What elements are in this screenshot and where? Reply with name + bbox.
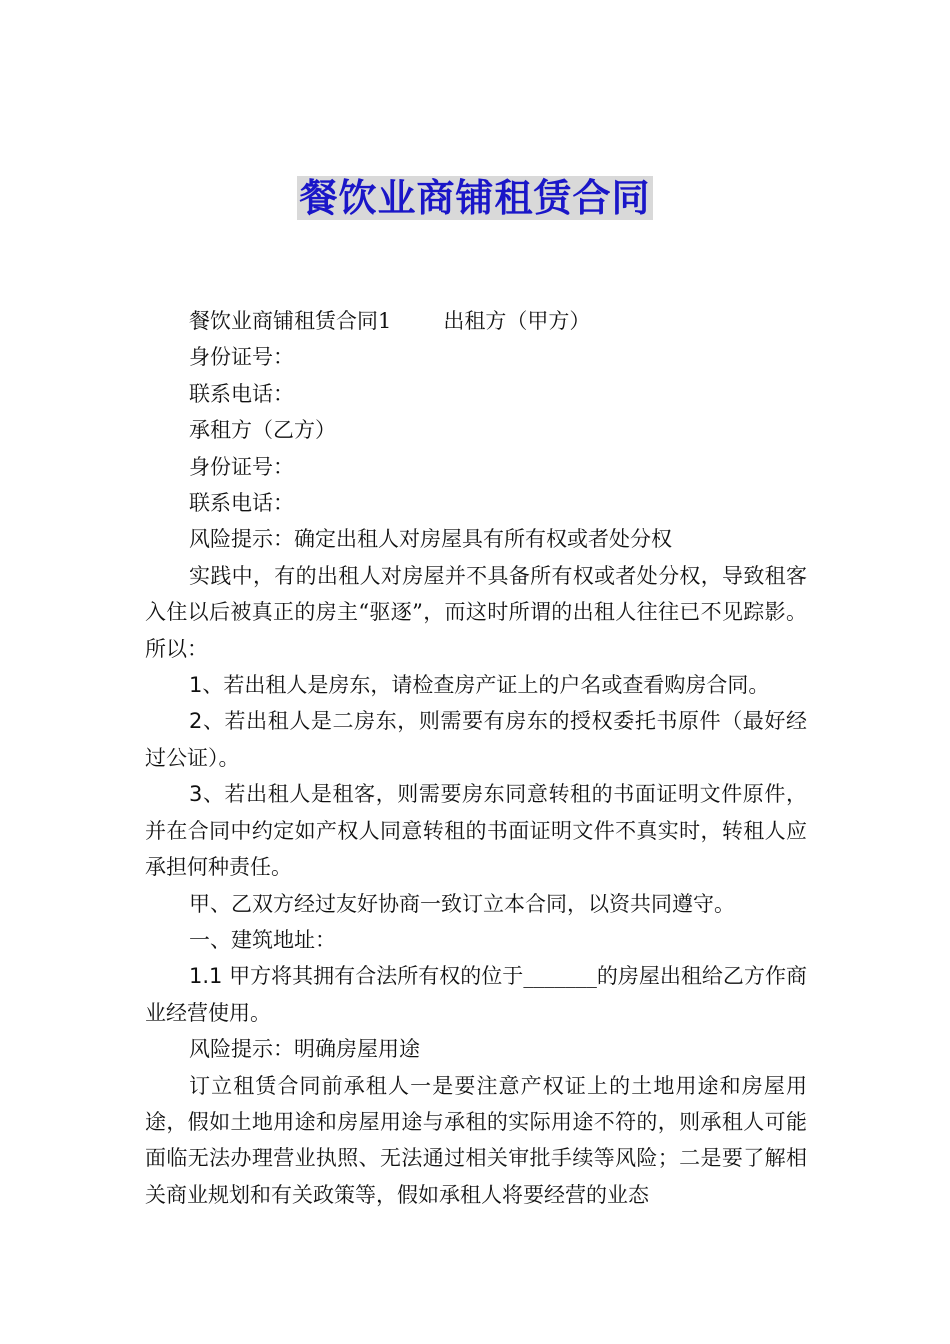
- paragraph-clause-1-1: 1.1 甲方将其拥有合法所有权的位于_______的房屋出租给乙方作商业经营使用。: [145, 964, 807, 1025]
- contract-number-label: 餐饮业商铺租赁合同1: [189, 309, 392, 333]
- paragraph-id-number-lessor: 身份证号：: [189, 345, 294, 370]
- paragraph-risk-ownership: 风险提示：确定出租人对房屋具有所有权或者处分权: [189, 527, 672, 552]
- paragraph-item-1: 1、若出租人是房东，请检查房产证上的户名或查看购房合同。: [189, 673, 770, 698]
- paragraph-lessee: 承租方（乙方）: [189, 418, 336, 443]
- paragraph-risk-usage: 风险提示：明确房屋用途: [189, 1037, 420, 1062]
- document-title: 餐饮业商铺租赁合同: [299, 176, 651, 220]
- paragraph-id-number-lessee: 身份证号：: [189, 454, 294, 479]
- section-heading-address: 一、建筑地址：: [189, 927, 336, 952]
- paragraph-practice: 实践中，有的出租人对房屋并不具备所有权或者处分权，导致租客入住以后被真正的房主“驱逐”，而这时所谓的出租人往往已不见踪影。所以：: [145, 563, 807, 661]
- paragraph-intro: [145, 303, 807, 339]
- lessor-label: 出租方（甲方）: [443, 309, 591, 333]
- paragraph-phone-lessee: 联系电话：: [189, 491, 294, 516]
- document-body: [145, 303, 807, 1213]
- title-container: [0, 176, 950, 220]
- paragraph-phone-lessor: 联系电话：: [189, 381, 294, 406]
- paragraph-item-2: 2、若出租人是二房东，则需要有房东的授权委托书原件（最好经过公证）。: [145, 709, 807, 770]
- paragraph-agreement: 甲、乙双方经过友好协商一致订立本合同，以资共同遵守。: [189, 891, 735, 916]
- paragraph-usage-detail: 订立租赁合同前承租人一是要注意产权证上的土地用途和房屋用途，假如土地用途和房屋用途与承租的实际用途不符的，则承租人可能面临无法办理营业执照、无法通过相关审批手续等风险；二是要了解相关商业规划和有关政策等，假如承租人将要经营的业态: [145, 1073, 807, 1207]
- paragraph-item-3: 3、若出租人是租客，则需要房东同意转租的书面证明文件原件，并在合同中约定如产权人同意转租的书面证明文件不真实时，转租人应承担何种责任。: [145, 782, 807, 880]
